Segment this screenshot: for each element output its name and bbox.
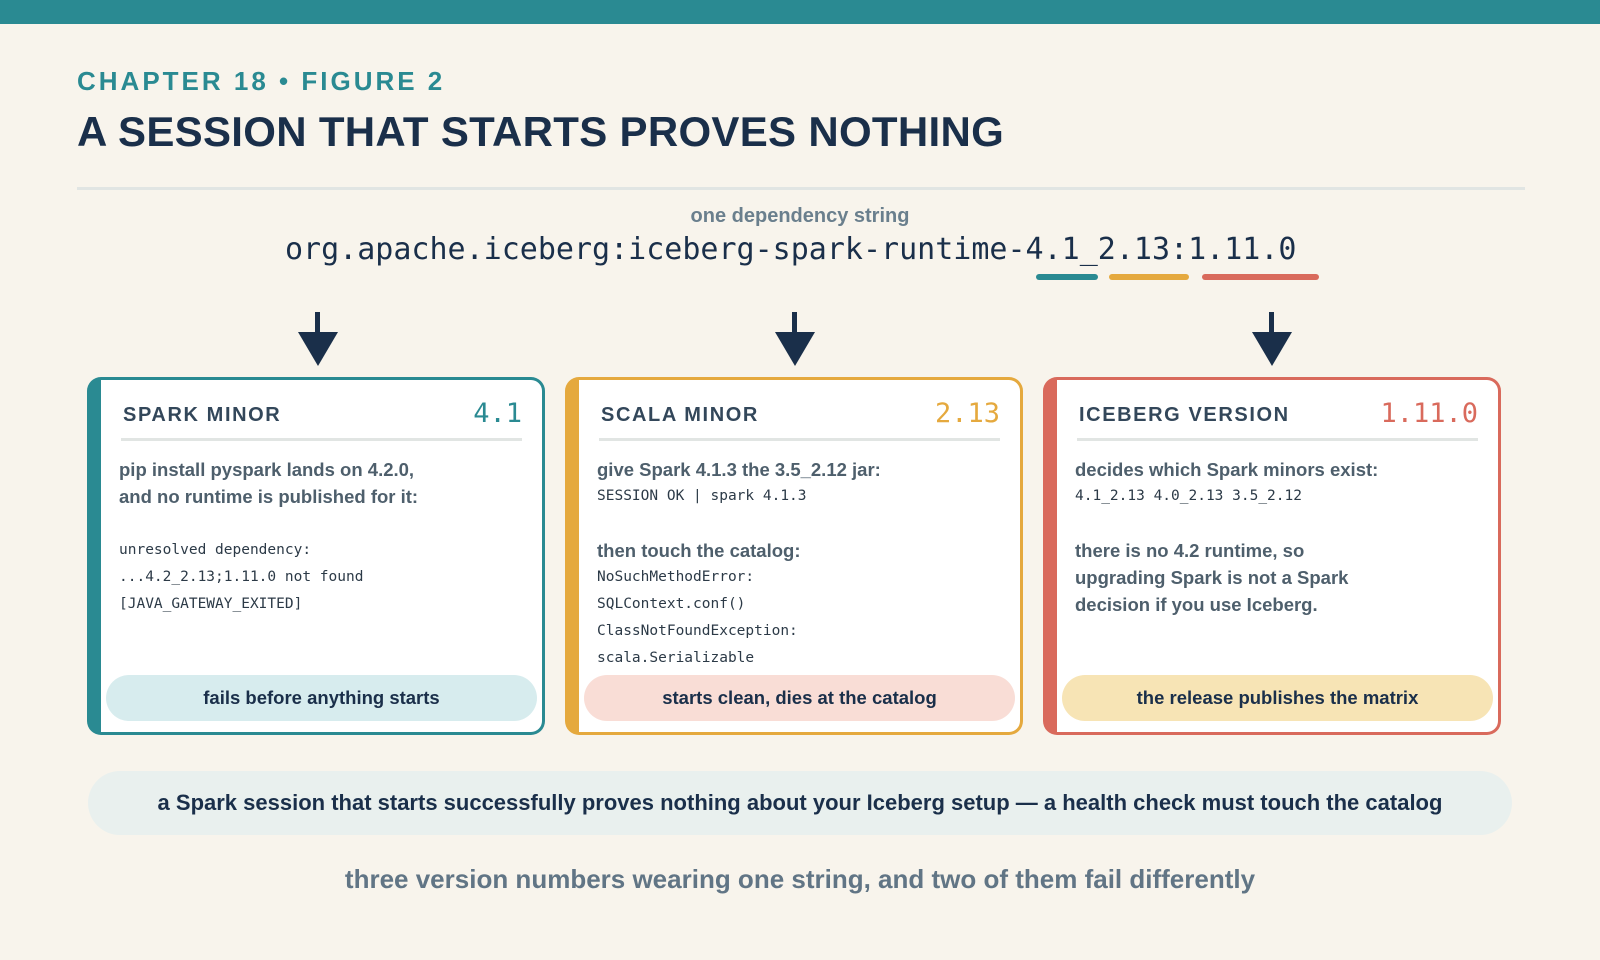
outcome-pill: starts clean, dies at the catalog bbox=[584, 675, 1015, 721]
code-line: SQLContext.conf() bbox=[597, 596, 746, 612]
card-text: and no runtime is published for it: bbox=[119, 486, 419, 507]
spark-minor-underline bbox=[1036, 274, 1098, 280]
code-line: NoSuchMethodError: bbox=[597, 569, 755, 585]
card-header bbox=[599, 398, 1000, 441]
dependency-label: one dependency string bbox=[690, 205, 910, 227]
card-title: SPARK MINOR bbox=[123, 404, 282, 426]
scala-minor-underline bbox=[1109, 274, 1189, 280]
figure-title: A SESSION THAT STARTS PROVES NOTHING bbox=[77, 108, 1005, 155]
chapter-kicker: CHAPTER 18 • FIGURE 2 bbox=[77, 66, 446, 96]
iceberg-version-underline bbox=[1202, 274, 1319, 280]
spark-minor-card bbox=[87, 377, 545, 735]
code-line: ...4.2_2.13;1.11.0 not found bbox=[119, 569, 364, 585]
dependency-string: org.apache.iceberg:iceberg-spark-runtime-4.1_2.13:1.11.0 bbox=[285, 232, 1297, 267]
outcome-pill: fails before anything starts bbox=[106, 675, 537, 721]
card-body bbox=[597, 456, 1004, 672]
card-text: there is no 4.2 runtime, so bbox=[1075, 540, 1305, 561]
top-accent-bar bbox=[0, 0, 1600, 24]
card-title: ICEBERG VERSION bbox=[1079, 404, 1290, 426]
card-text: decision if you use Iceberg. bbox=[1075, 594, 1318, 615]
title-divider bbox=[77, 187, 1525, 190]
card-text: pip install pyspark lands on 4.2.0, bbox=[119, 459, 415, 480]
card-version: 4.1 bbox=[473, 398, 522, 429]
card-version: 2.13 bbox=[934, 398, 1000, 429]
code-line: SESSION OK | spark 4.1.3 bbox=[597, 488, 807, 504]
code-line: unresolved dependency: bbox=[119, 542, 312, 558]
figure-caption: three version numbers wearing one string, and two of them fail differently bbox=[344, 864, 1256, 894]
arrow-down-icon bbox=[775, 312, 815, 368]
code-line: ClassNotFoundException: bbox=[597, 623, 798, 639]
card-body bbox=[119, 456, 526, 618]
arrow-down-icon bbox=[298, 312, 338, 368]
card-body bbox=[1075, 456, 1482, 618]
card-version: 1.11.0 bbox=[1380, 398, 1478, 429]
card-text: give Spark 4.1.3 the 3.5_2.12 jar: bbox=[597, 459, 881, 480]
outcome-pill: the release publishes the matrix bbox=[1062, 675, 1493, 721]
code-line: scala.Serializable bbox=[597, 650, 755, 666]
scala-minor-card bbox=[565, 377, 1023, 735]
card-text: upgrading Spark is not a Spark bbox=[1075, 567, 1349, 588]
card-header bbox=[121, 398, 522, 441]
arrow-down-icon bbox=[1252, 312, 1292, 368]
card-text: then touch the catalog: bbox=[597, 540, 801, 561]
code-line: [JAVA_GATEWAY_EXITED] bbox=[119, 596, 303, 612]
code-line: 4.1_2.13 4.0_2.13 3.5_2.12 bbox=[1075, 488, 1302, 504]
card-text: decides which Spark minors exist: bbox=[1075, 459, 1379, 480]
card-header bbox=[1077, 398, 1478, 441]
iceberg-version-card bbox=[1043, 377, 1501, 735]
card-title: SCALA MINOR bbox=[601, 404, 759, 426]
takeaway-banner: a Spark session that starts successfully proves nothing about your Iceberg setup — a health check must touch the catalog bbox=[88, 771, 1512, 835]
